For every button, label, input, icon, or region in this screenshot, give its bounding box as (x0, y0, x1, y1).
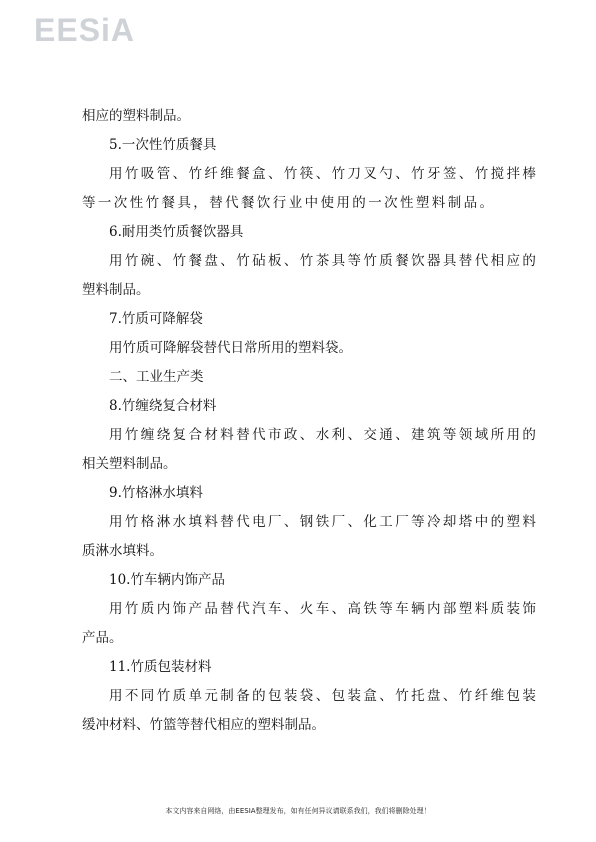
paragraph-line: 用竹碗、竹餐盘、竹砧板、竹茶具等竹质餐饮器具替代相应的 (109, 253, 539, 269)
item-heading-9: 9.竹格淋水填料 (109, 485, 203, 501)
paragraph-line: 塑料制品。 (82, 282, 150, 298)
item-heading-10: 10.竹车辆内饰产品 (109, 572, 225, 588)
paragraph-line: 用竹质可降解袋替代日常所用的塑料袋。 (109, 340, 352, 356)
item-heading-6: 6.耐用类竹质餐饮器具 (109, 224, 244, 240)
paragraph-line: 用竹缠绕复合材料替代市政、水利、交通、建筑等领域所用的 (109, 427, 539, 443)
item-heading-5: 5.一次性竹质餐具 (109, 137, 217, 153)
document-body (82, 102, 539, 740)
paragraph-line: 质淋水填料。 (82, 543, 163, 559)
paragraph-line: 等一次性竹餐具，替代餐饮行业中使用的一次性塑料制品。 (82, 195, 496, 211)
paragraph-line: 用竹格淋水填料替代电厂、钢铁厂、化工厂等冷却塔中的塑料 (109, 514, 539, 530)
paragraph-line: 产品。 (82, 630, 123, 646)
footer-note: 本文内容来自网络，由EESIA整理发布，如有任何异议请联系我们，我们将删除处理！ (165, 807, 431, 815)
paragraph-line: 缓冲材料、竹篮等替代相应的塑料制品。 (82, 717, 325, 733)
item-heading-8: 8.竹缠绕复合材料 (109, 398, 217, 414)
paragraph-line: 用竹质内饰产品替代汽车、火车、高铁等车辆内部塑料质装饰 (109, 601, 539, 617)
paragraph-line: 用竹吸管、竹纤维餐盒、竹筷、竹刀叉勺、竹牙签、竹搅拌棒 (109, 166, 539, 182)
section-heading: 二、工业生产类 (109, 369, 204, 385)
item-heading-11: 11.竹质包装材料 (109, 659, 212, 675)
paragraph-line: 相关塑料制品。 (82, 456, 177, 472)
item-heading-7: 7.竹质可降解袋 (109, 311, 203, 327)
paragraph-line: 用不同竹质单元制备的包装袋、包装盒、竹托盘、竹纤维包装 (109, 688, 539, 704)
eesia-logo: EESiA (34, 12, 136, 48)
paragraph-line: 相应的塑料制品。 (82, 108, 190, 124)
